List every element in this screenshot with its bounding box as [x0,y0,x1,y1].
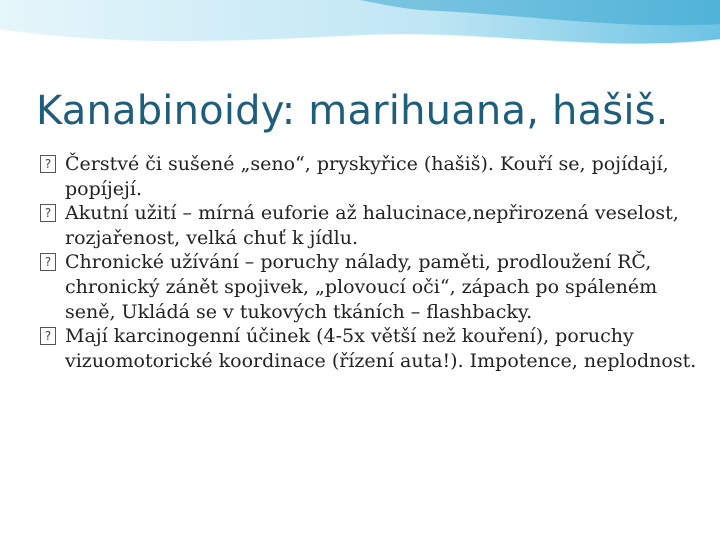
bullet-list [40,152,700,373]
bullet-text: Čerstvé či sušené „seno“, pryskyřice (hašiš). Kouří se, pojídají, popíjejí. [65,153,669,200]
slide-title: Kanabinoidy: marihuana, hašiš. [36,88,669,134]
bullet-item [40,250,700,324]
bullet-text: Akutní užití – mírná euforie až halucinace,nepřirozená veselost, rozjařenost, velká chuť k jídlu. [65,202,679,249]
header-wave-decoration [0,0,720,60]
bullet-marker-icon: ? [40,155,56,173]
bullet-text: Chronické užívání – poruchy nálady, paměti, prodloužení RČ, chronický zánět spojivek, „plovoucí oči“, zápach po spáleném seně, Ukládá se v tukových tkáních – flashbacky. [65,251,658,323]
bullet-item [40,324,700,373]
bullet-marker-icon: ? [40,204,56,222]
bullet-item [40,152,700,201]
bullet-item [40,201,700,250]
bullet-text: Mají karcinogenní účinek (4-5x větší než kouření), poruchy vizuomotorické koordinace (řízení auta!). Impotence, neplodnost. [65,325,697,372]
bullet-marker-icon: ? [40,327,56,345]
bullet-marker-icon: ? [40,253,56,271]
